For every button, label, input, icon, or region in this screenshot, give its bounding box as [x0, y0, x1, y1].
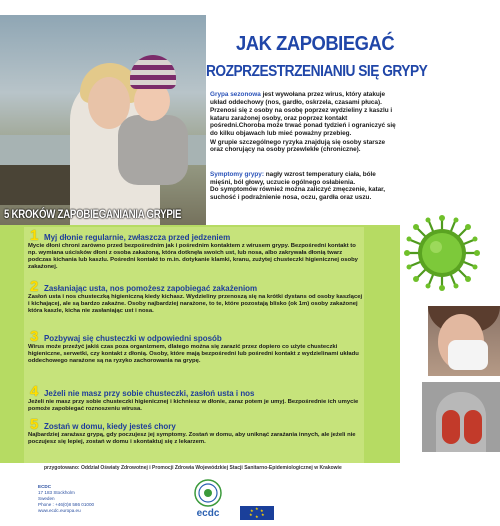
intro-p2: Przenosi się z osoby na osobę poprzez wydzieliny z kaszlu i kataru zarażonej osoby, oraz poprzez kontakt pośredni.Choroba może trwać ponad tydzień i ograniczyć się do kilku objawach lub mieć poważny przebieg. [210, 107, 396, 137]
step-body: Mycie dłoni chroni zarówno przed bezpośrednim jak i pośrednim kontaktem z wirusem grypy. Bezpośredni kontakt to np. wymiana uścisków dłoni z osoba zakażoną, która dotknęła swoich ust, lub nosa, albo zakrywała dłonią twarz podczas kichania lub kaszlu. Pośredni kontakt to m.in. dotykanie klamki, kranu, zużytej chusteczki higienicznej osoby zakażonej. [28, 243, 358, 271]
step-number: 4 [30, 383, 39, 400]
steps-banner: 5 KROKÓW ZAPOBIEGANIANIA GRYPIE [4, 209, 182, 221]
respiratory-system-illustration [422, 382, 500, 452]
symptoms-p2: Do symptomów również można zaliczyć zmęczenie, katar, suchość i podrażnienie nosa, oczu, gardła oraz uszu. [210, 186, 386, 201]
symptoms-p1: nagły wzrost temperatury ciała, bóle mięśni, ból głowy, uczucie ogólnego osłabienia. [210, 171, 376, 186]
page-title-line1: JAK ZAPOBIEGAĆ [236, 33, 395, 55]
phone-line: Phone : +46(0)8 586 01000 [38, 502, 95, 507]
virus-icon [402, 213, 482, 293]
step-body: Najbardziej zarażasz grypą, gdy poczujesz jej symptomy. Zostań w domu, aby uniknąć zarażania innych, ale jeżeli nie poczujesz się lepiej, zostań w domu i skontaktuj się z lekarzem. [28, 432, 356, 446]
address-line2: Sweden [38, 496, 55, 501]
prepared-by-credit: przygotowano: Oddział Oświaty Zdrowotnej i Promocji Zdrowia Wojewódzkiej Stacji Sanitarno-Epidemiologicznej w Krakowie [44, 465, 342, 471]
step-number: 3 [30, 328, 39, 345]
eu-flag-icon: ★ ★ ★ ★ ★ ★ [240, 506, 274, 520]
intro-p1: jest wywołana przez wirus, który atakuje układ oddechowy (nos, gardło, oskrzela, czasami płuca). [210, 91, 386, 106]
sneezing-woman-photo [428, 306, 500, 376]
address-line1: 17 183 Stockholm [38, 490, 75, 495]
intro-text [210, 91, 396, 155]
step-number: 5 [30, 416, 39, 433]
step-heading: Zasłaniając usta, nos pomożesz zapobiegać zakażeniom [44, 283, 258, 293]
step-heading: Pozbywaj się chusteczki w odpowiedni sposób [44, 333, 222, 343]
page-title-line2: ROZPRZESTRZENIANIU SIĘ GRYPY [206, 63, 428, 80]
intro-p3: W grupie szczególnego ryzyka znajdują się osoby starsze oraz chorujący na osoby przewlekłe (chroniczne). [210, 138, 386, 154]
step-number: 2 [30, 278, 39, 295]
step-heading: Zostań w domu, kiedy jesteś chory [44, 421, 176, 431]
ecdc-address [38, 484, 118, 514]
symptoms-text [210, 171, 396, 201]
ecdc-logo-icon [180, 478, 236, 520]
step-heading: Jeżeli nie masz przy sobie chusteczki, zasłoń usta i nos [44, 388, 255, 398]
org-name: ECDC [38, 484, 52, 489]
intro-highlight: Grypa sezonowa [210, 91, 261, 98]
step-number: 1 [30, 227, 39, 244]
web-link[interactable]: www.ecdc.europa.eu [38, 508, 81, 513]
step-heading: Myj dłonie regularnie, zwłaszcza przed jedzeniem [44, 232, 231, 242]
ecdc-logo-text: ecdc [196, 508, 220, 519]
symptoms-highlight: Symptomy grypy: [210, 171, 264, 178]
step-body: Jeżeli nie masz przy sobie chusteczki higienicznej i kichniesz w dłonie, zaraz potem je umyj. Bezpośrednie ich umycie pomoże zapobiegać roznoszeniu wirusa. [28, 399, 359, 413]
step-body: Zasłoń usta i nos chusteczką higieniczną kiedy kichasz. Wydzieliny przenoszą się na krótki dystans od osoby kaszlącej i kichającej, ale są bardzo zakaźne. Osoby najbardziej narażone, to te, które pozostają blisko (ok 1m) osoby zakażonej która kaszle, kicha nie zasłaniając ust i nosa. [28, 294, 363, 315]
step-body: Wirus może przeżyć jakiś czas poza organizmem, dlatego można się zarazić przez dopiero co użyte chusteczki higieniczne, serwetki, czy kontakt z dłonią. Osoby, które mają bezpośredni lub pośredni kontakt z wydzielinami układu oddechowego narażone są na ryzyko zachorowania na grypę. [28, 344, 359, 365]
